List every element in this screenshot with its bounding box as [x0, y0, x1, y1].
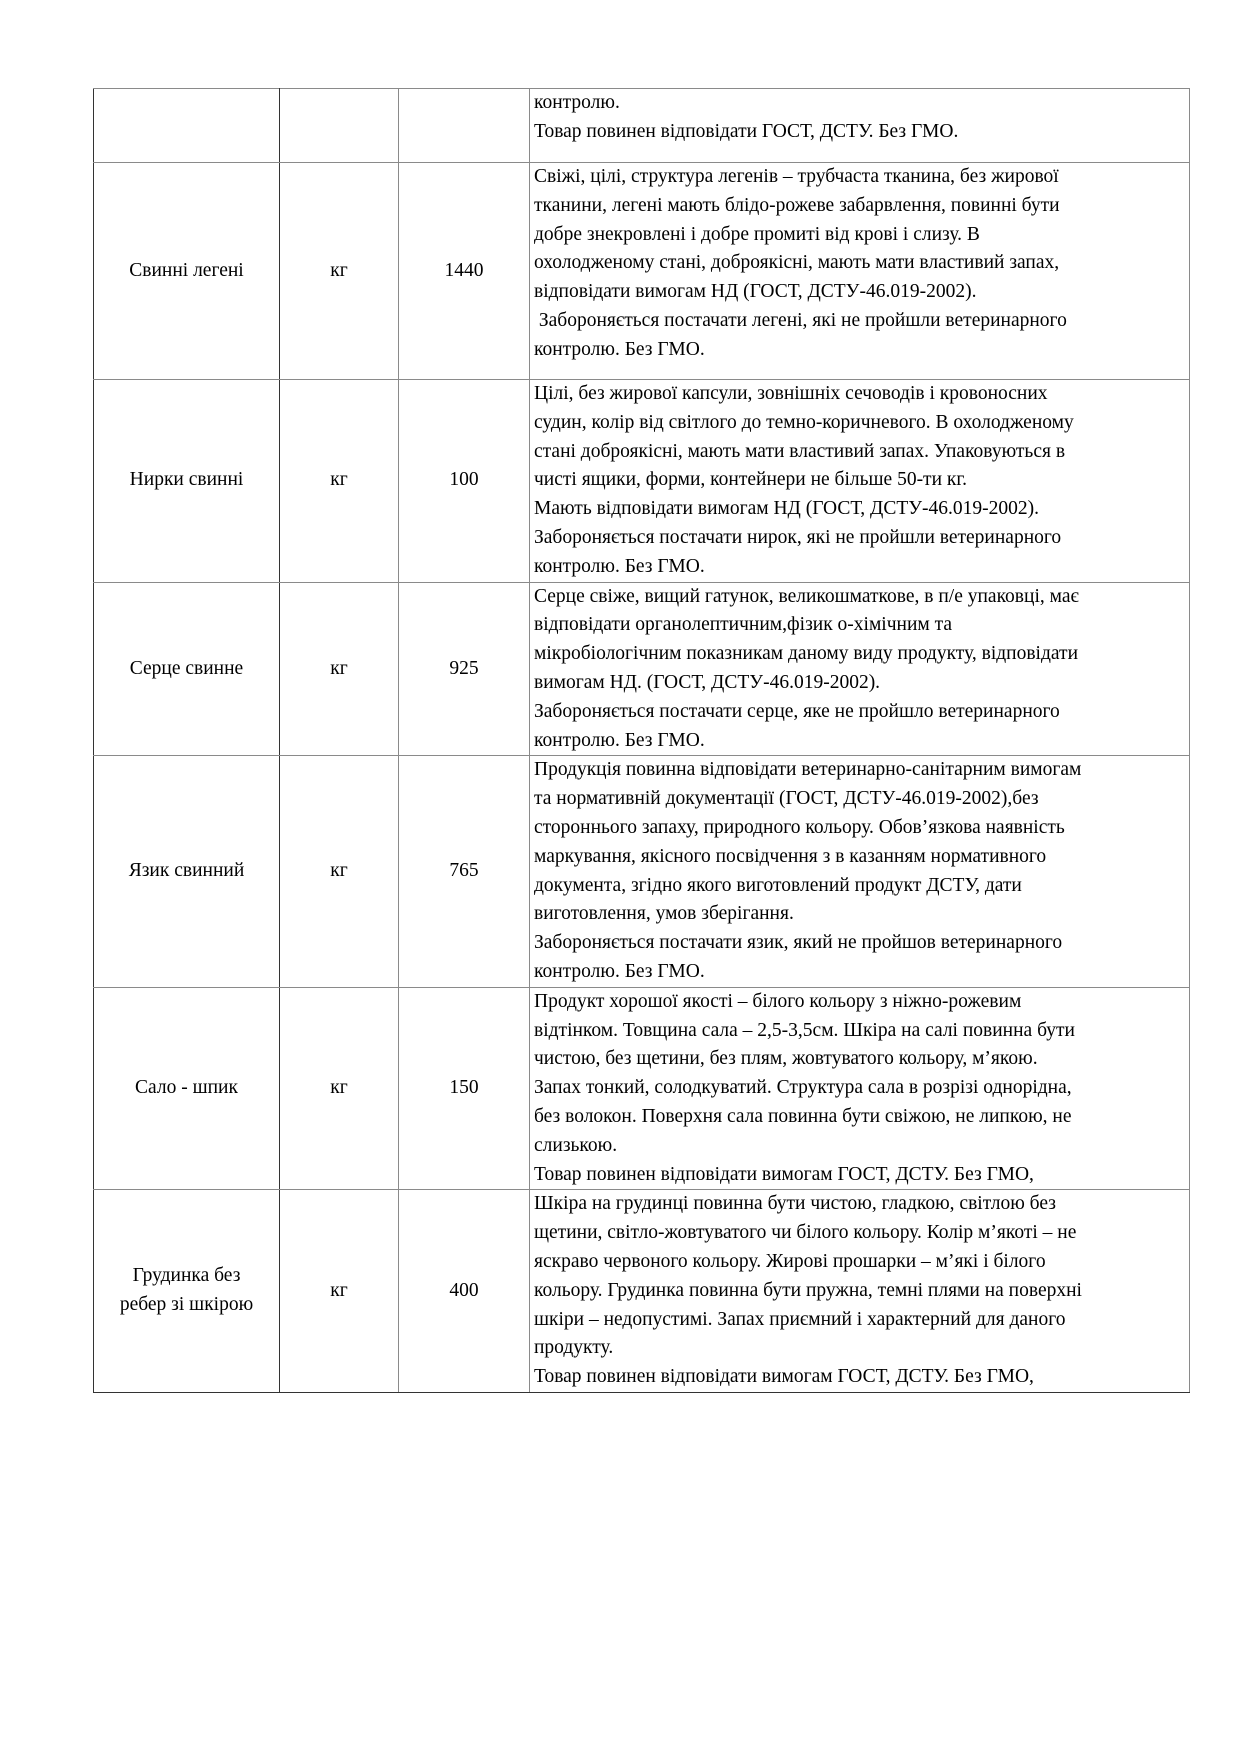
table-row	[94, 89, 1190, 163]
description-line: та нормативній документації (ГОСТ, ДСТУ-46.019-2002),без	[534, 788, 1039, 810]
product-name: Сало - шпик	[135, 1077, 238, 1099]
product-name-cell	[94, 163, 280, 380]
description-line: Мають відповідати вимогам НД (ГОСТ, ДСТУ-46.019-2002).	[534, 498, 1040, 520]
unit-cell	[280, 582, 399, 756]
description-line: маркування, якісного посвідчення з в казанням нормативного	[534, 845, 1047, 867]
quantity-cell	[399, 582, 530, 756]
product-name: Язик свинний	[128, 860, 245, 882]
description-line: відповідати вимогам НД (ГОСТ, ДСТУ-46.019-2002).	[534, 281, 977, 303]
description-line: без волокон. Поверхня сала повинна бути свіжою, не липкою, не	[534, 1105, 1072, 1127]
description-line: контролю.	[534, 92, 620, 113]
description-line: стані доброякісні, мають мати властивий запах. Упаковуються в	[534, 440, 1066, 462]
quantity-cell	[399, 756, 530, 987]
description-line: Товар повинен відповідати вимогам ГОСТ, ДСТУ. Без ГМО,	[534, 1366, 1034, 1388]
unit-cell	[280, 1190, 399, 1393]
quantity-cell	[399, 380, 530, 583]
description-line: Забороняється постачати язик, який не пройшов ветеринарного	[534, 932, 1063, 954]
quantity: 1440	[444, 259, 484, 281]
unit-cell	[280, 987, 399, 1190]
description-line: контролю. Без ГМО.	[534, 960, 705, 982]
description-line: документа, згідно якого виготовлений продукт ДСТУ, дати	[534, 874, 1022, 896]
quantity: 765	[449, 860, 479, 882]
product-name-cell	[94, 582, 280, 756]
product-name-line: ребер зі шкірою	[119, 1294, 254, 1316]
description-line: яскраво червоного кольору. Жирові прошарки – м’які і білого	[534, 1250, 1046, 1272]
description-cell	[530, 987, 1190, 1190]
description-line: добре знекровлені і добре промиті від крові і слизу. В	[534, 223, 980, 245]
unit: кг	[330, 259, 348, 281]
unit: кг	[330, 657, 348, 679]
description-cell	[530, 756, 1190, 987]
description-cell	[530, 163, 1190, 380]
description-line: Продукт хорошої якості – білого кольору з ніжно-рожевим	[534, 990, 1022, 1012]
product-spec-table	[93, 88, 1190, 1393]
product-name-cell	[94, 756, 280, 987]
product-name: Нирки свинні	[129, 469, 244, 491]
description-line: відповідати органолептичним,фізик о-хімічним та	[534, 614, 953, 636]
quantity-cell	[399, 89, 530, 163]
description-line: продукту.	[534, 1337, 614, 1359]
unit: кг	[330, 469, 348, 491]
unit: кг	[330, 1279, 348, 1301]
quantity: 100	[449, 469, 479, 491]
description-line: чистою, без щетини, без плям, жовтуватого кольору, м’якою.	[534, 1048, 1038, 1070]
description-cell	[530, 89, 1190, 163]
quantity-cell	[399, 987, 530, 1190]
description-line: Свіжі, цілі, структура легенів – трубчаста тканина, без жирової	[534, 166, 1059, 187]
product-name-cell	[94, 89, 280, 163]
description-line: чисті ящики, форми, контейнери не більше 50-ти кг.	[534, 469, 968, 491]
description-line: Товар повинен відповідати вимогам ГОСТ, ДСТУ. Без ГМО,	[534, 1163, 1034, 1185]
quantity-cell	[399, 1190, 530, 1393]
unit-cell	[280, 380, 399, 583]
description-cell	[530, 380, 1190, 583]
table-row	[94, 163, 1190, 380]
unit-cell	[280, 89, 399, 163]
product-name-cell	[94, 987, 280, 1190]
description-line: Шкіра на грудинці повинна бути чистою, гладкою, світлою без	[534, 1193, 1056, 1215]
description-line: Забороняється постачати нирок, які не пройшли ветеринарного	[534, 526, 1062, 548]
unit-cell	[280, 163, 399, 380]
unit-cell	[280, 756, 399, 987]
description-line: кольору. Грудинка повинна бути пружна, темні плями на поверхні	[534, 1279, 1082, 1301]
description-line: тканини, легені мають блідо-рожеве забарвлення, повинні бути	[534, 194, 1060, 216]
table-row	[94, 582, 1190, 756]
description-line: контролю. Без ГМО.	[534, 555, 705, 577]
product-name	[120, 1262, 253, 1320]
product-name-line: Грудинка без	[132, 1265, 241, 1287]
table-row	[94, 756, 1190, 987]
description-line: Товар повинен відповідати ГОСТ, ДСТУ. Без ГМО.	[534, 120, 959, 142]
unit: кг	[330, 860, 348, 882]
quantity-cell	[399, 163, 530, 380]
product-name-cell	[94, 1190, 280, 1393]
quantity: 925	[449, 657, 479, 679]
description-line: відтінком. Товщина сала – 2,5-3,5см. Шкіра на салі повинна бути	[534, 1019, 1075, 1041]
quantity: 150	[449, 1077, 479, 1099]
description-line: судин, колір від світлого до темно-коричневого. В охолодженому	[534, 411, 1074, 433]
description-line: слизькою.	[534, 1134, 618, 1156]
unit: кг	[330, 1077, 348, 1099]
table-row	[94, 987, 1190, 1190]
table-row	[94, 1190, 1190, 1393]
description-line: контролю. Без ГМО.	[534, 729, 705, 751]
table-row	[94, 380, 1190, 583]
description-line: Продукція повинна відповідати ветеринарно-санітарним вимогам	[534, 759, 1082, 781]
description-line: Забороняється постачати серце, яке не пройшло ветеринарного	[534, 700, 1060, 722]
description-line: контролю. Без ГМО.	[534, 338, 705, 360]
product-name: Серце свинне	[129, 657, 244, 679]
description-line: Запах тонкий, солодкуватий. Структура сала в розрізі однорідна,	[534, 1077, 1072, 1099]
description-line: мікробіологічним показникам даному виду продукту, відповідати	[534, 643, 1079, 665]
description-line: виготовлення, умов зберігання.	[534, 903, 794, 925]
description-line: стороннього запаху, природного кольору. Обов’язкова наявність	[534, 816, 1065, 838]
description-line: Забороняється постачати легені, які не пройшли ветеринарного	[534, 309, 1067, 331]
description-line: Цілі, без жирової капсули, зовнішніх сечоводів і кровоносних	[534, 383, 1048, 404]
quantity: 400	[449, 1279, 479, 1301]
product-name-cell	[94, 380, 280, 583]
description-line: охолодженому стані, доброякісні, мають мати властивий запах,	[534, 252, 1060, 274]
description-line: Серце свіже, вищий гатунок, великошматкове, в п/е упаковці, має	[534, 585, 1079, 607]
product-name: Свинні легені	[129, 259, 244, 281]
description-line: вимогам НД. (ГОСТ, ДСТУ-46.019-2002).	[534, 671, 881, 693]
description-cell	[530, 582, 1190, 756]
description-cell	[530, 1190, 1190, 1393]
description-line: щетини, світло-жовтуватого чи білого кольору. Колір м’якоті – не	[534, 1222, 1077, 1244]
description-line: шкіри – недопустимі. Запах приємний і характерний для даного	[534, 1308, 1066, 1330]
